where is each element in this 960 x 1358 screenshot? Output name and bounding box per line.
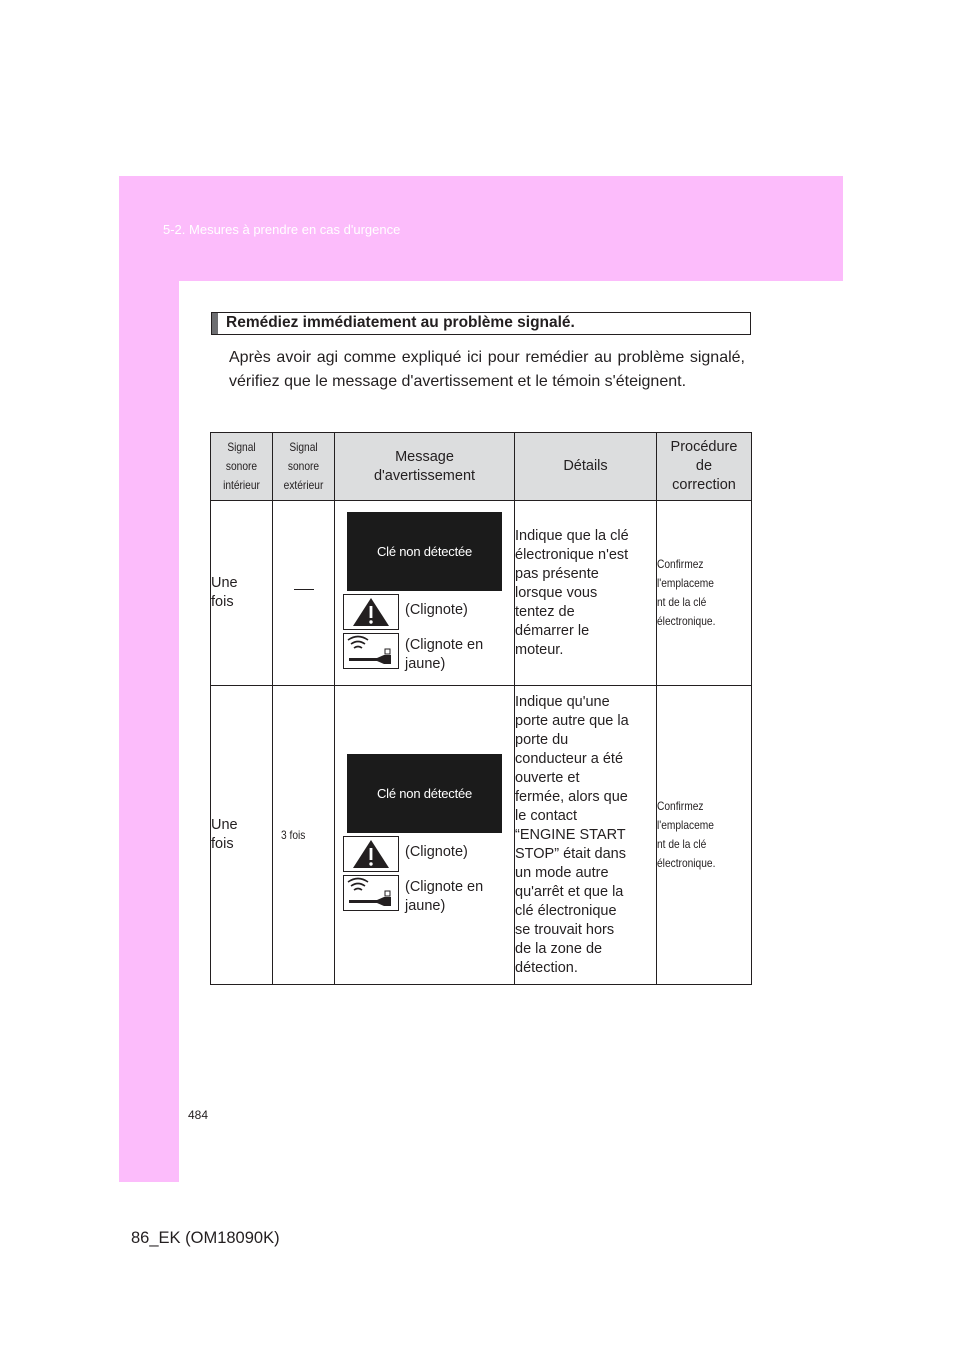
warning-triangle-icon xyxy=(343,594,399,630)
header-exterior-buzzer: Signal sonore extérieur xyxy=(273,433,335,501)
table-row xyxy=(211,686,752,985)
subheading-box xyxy=(211,312,751,335)
chapter-side-band xyxy=(119,176,179,1182)
interior-buzzer-cell: Une fois xyxy=(211,501,273,686)
table-row xyxy=(211,501,752,686)
warning-table xyxy=(210,432,752,985)
exterior-buzzer-cell xyxy=(273,501,335,686)
details-cell: Indique qu'une porte autre que la porte du conducteur a été ouverte et fermée, alors que le contact “ENGINE START STOP” était dans un mode autre qu'arrêt et que la clé électronique se trouvait hors de la zone de détection. xyxy=(515,686,657,985)
warning-triangle-icon xyxy=(343,836,399,872)
document-code: 86_EK (OM18090K) xyxy=(131,1229,280,1247)
multi-info-display: Clé non détectée xyxy=(347,754,502,833)
procedure-cell: Confirmez l'emplaceme nt de la clé électronique. xyxy=(657,501,752,686)
smart-key-system-icon xyxy=(343,633,399,669)
header-interior-buzzer: Signal sonore intérieur xyxy=(211,433,273,501)
exterior-buzzer-cell: 3 fois xyxy=(273,686,335,985)
header-warning-message: Message d'avertissement xyxy=(335,433,515,501)
multi-info-display: Clé non détectée xyxy=(347,512,502,591)
procedure-cell: Confirmez l'emplaceme nt de la clé électronique. xyxy=(657,686,752,985)
no-exterior-buzzer-dash xyxy=(294,589,314,590)
smart-key-system-icon xyxy=(343,875,399,911)
header-details: Détails xyxy=(515,433,657,501)
page-number: 484 xyxy=(188,1108,209,1122)
table-header-row xyxy=(211,433,752,501)
header-procedure: Procédure de correction xyxy=(657,433,752,501)
intro-paragraph: Après avoir agi comme expliqué ici pour remédier au problème signalé, vérifiez que le message d'avertissement et le témoin s'éteignent. xyxy=(229,349,745,390)
subheading-bar xyxy=(212,313,218,334)
interior-buzzer-cell: Une fois xyxy=(211,686,273,985)
warning-message-cell: Clé non détectée (Clignote) (Clignote en jaune) xyxy=(335,501,515,686)
details-cell: Indique que la clé électronique n'est pas présente lorsque vous tentez de démarrer le moteur. xyxy=(515,501,657,686)
subheading-text: Remédiez immédiatement au problème signalé. xyxy=(226,314,575,331)
warning-message-cell: Clé non détectée (Clignote) (Clignote en jaune) xyxy=(335,686,515,985)
section-title: 5-2. Mesures à prendre en cas d'urgence xyxy=(163,222,401,237)
